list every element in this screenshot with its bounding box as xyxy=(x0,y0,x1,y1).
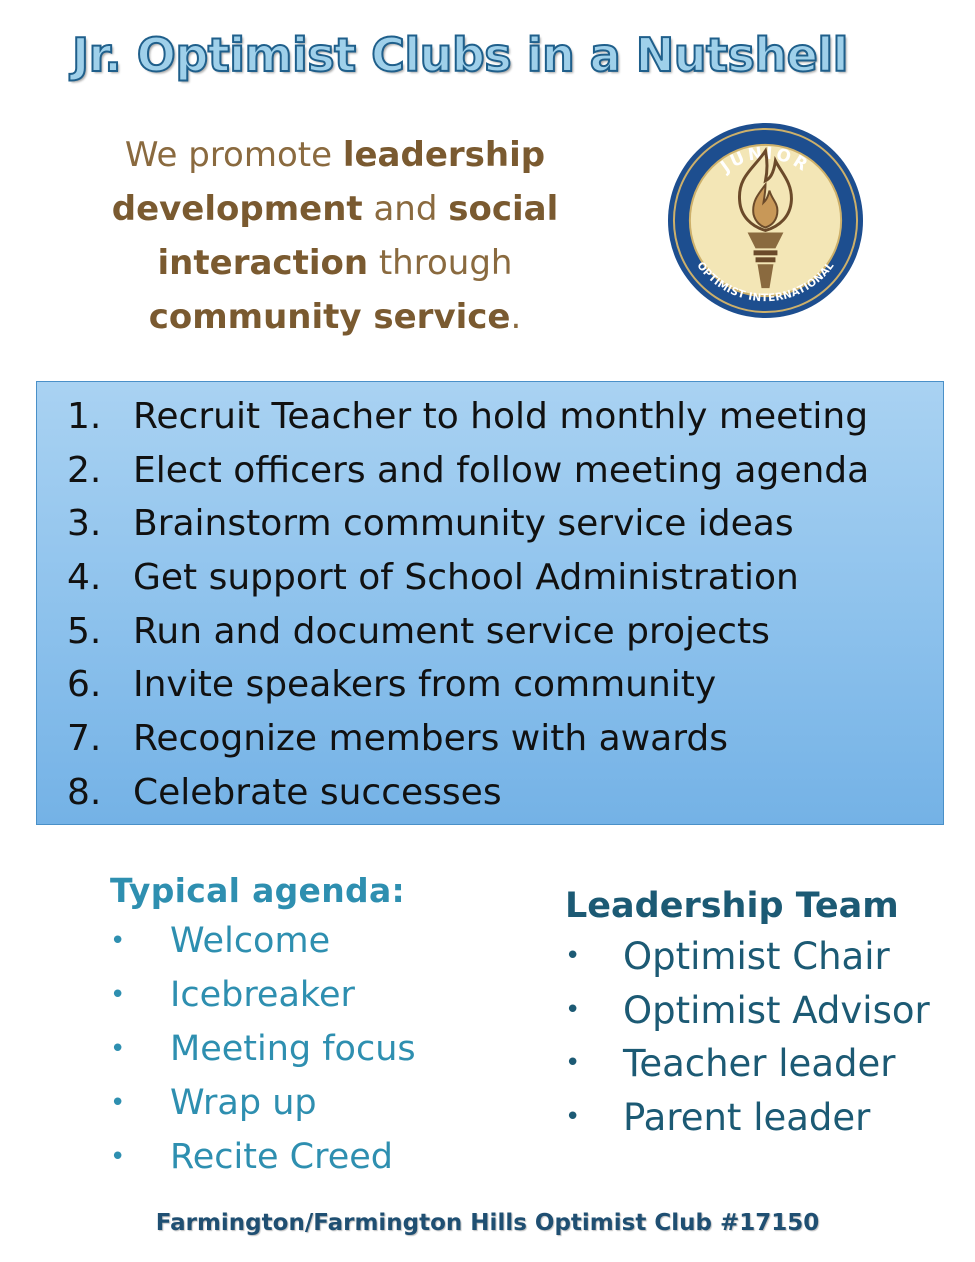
agenda-item xyxy=(110,1022,416,1076)
team-text: Parent leader xyxy=(623,1095,871,1139)
bullet-icon: • xyxy=(110,1088,126,1118)
mission-bold: community service xyxy=(148,297,511,337)
steps-panel xyxy=(36,381,944,825)
team-item xyxy=(565,1091,930,1145)
junior-optimist-logo xyxy=(666,121,865,320)
mission-text: . xyxy=(510,297,522,337)
page-title: Jr. Optimist Clubs in a Nutshell xyxy=(72,28,848,82)
leadership-team xyxy=(565,882,930,1144)
step-item xyxy=(67,766,869,820)
agenda-item xyxy=(110,1076,416,1130)
agenda-text: Wrap up xyxy=(170,1083,317,1123)
step-text: Get support of School Administration xyxy=(133,557,799,599)
step-number: 5. xyxy=(67,610,102,652)
steps-list xyxy=(67,390,869,820)
step-item xyxy=(67,444,869,498)
bullet-icon: • xyxy=(110,1034,126,1064)
step-text: Recognize members with awards xyxy=(133,718,728,760)
typical-agenda xyxy=(110,868,416,1184)
agenda-item xyxy=(110,1130,416,1184)
team-text: Optimist Chair xyxy=(623,935,890,978)
agenda-item xyxy=(110,914,416,968)
step-text: Brainstorm community service ideas xyxy=(133,503,794,545)
step-text: Recruit Teacher to hold monthly meeting xyxy=(133,396,869,437)
step-item xyxy=(67,658,869,712)
logo-bottom-text: OPTIMIST INTERNATIONAL xyxy=(694,259,837,305)
agenda-item xyxy=(110,968,416,1022)
bullet-icon: • xyxy=(565,1048,581,1078)
agenda-list xyxy=(110,914,416,1184)
team-list xyxy=(565,930,930,1144)
step-text: Celebrate successes xyxy=(133,771,502,813)
step-item xyxy=(67,551,869,605)
mission-bold: social interaction xyxy=(157,189,559,283)
team-item xyxy=(565,1037,930,1091)
team-text: Optimist Advisor xyxy=(623,988,930,1032)
team-item xyxy=(565,930,930,984)
footer-club-name: Farmington/Farmington Hills Optimist Club #17150 xyxy=(155,1210,820,1236)
step-item xyxy=(67,605,869,659)
agenda-text: Icebreaker xyxy=(170,975,355,1015)
mission-text: and xyxy=(362,189,449,229)
step-number: 4. xyxy=(67,557,102,599)
bullet-icon: • xyxy=(110,1142,126,1172)
logo-top-text: JUNIOR xyxy=(716,142,814,177)
step-number: 8. xyxy=(67,771,102,813)
step-number: 6. xyxy=(67,664,102,706)
step-text: Elect officers and follow meeting agenda xyxy=(133,449,870,491)
step-item xyxy=(67,497,869,551)
agenda-text: Meeting focus xyxy=(170,1029,416,1069)
step-text: Run and document service projects xyxy=(133,610,770,652)
step-item xyxy=(67,712,869,766)
step-number: 7. xyxy=(67,718,102,760)
mission-text: through xyxy=(368,243,513,283)
torch-band xyxy=(754,250,778,255)
agenda-heading: Typical agenda: xyxy=(110,871,406,910)
agenda-text: Welcome xyxy=(170,921,331,961)
bullet-icon: • xyxy=(565,994,581,1025)
agenda-text: Recite Creed xyxy=(170,1137,393,1177)
mission-text: We promote xyxy=(124,135,343,175)
step-text: Invite speakers from community xyxy=(133,664,717,706)
step-item xyxy=(67,390,869,444)
bullet-icon: • xyxy=(110,926,126,956)
bullet-icon: • xyxy=(565,1101,581,1132)
bullet-icon: • xyxy=(110,980,126,1010)
team-item xyxy=(565,984,930,1038)
bullet-icon: • xyxy=(565,941,581,971)
torch-band xyxy=(756,257,776,262)
team-heading: Leadership Team xyxy=(565,886,899,926)
step-number: 3. xyxy=(67,503,102,545)
mission-statement xyxy=(70,128,600,344)
step-number: 1. xyxy=(67,396,102,437)
team-text: Teacher leader xyxy=(623,1042,896,1085)
mission-bold: leadership development xyxy=(111,135,546,229)
step-number: 2. xyxy=(67,449,102,491)
